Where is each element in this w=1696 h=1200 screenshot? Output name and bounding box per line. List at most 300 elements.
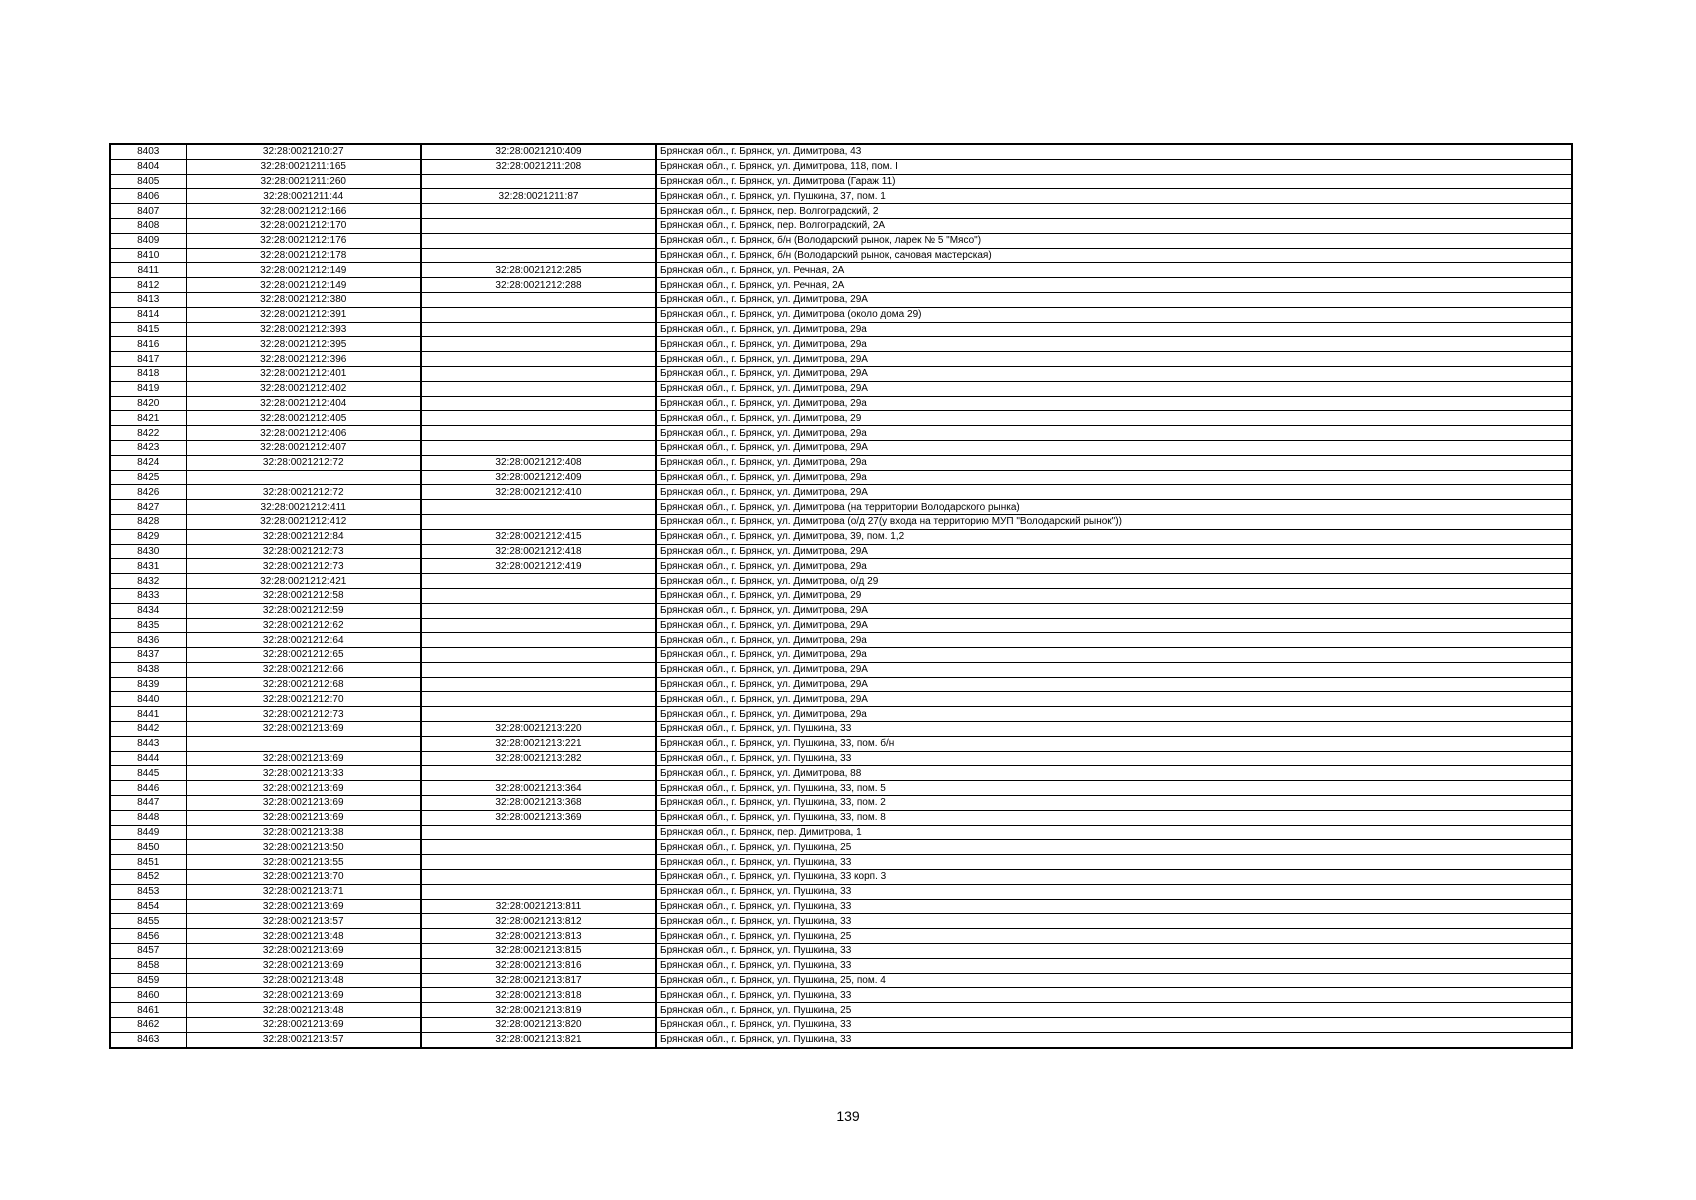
row-number-cell: 8446 (110, 781, 186, 796)
row-number-cell: 8420 (110, 396, 186, 411)
land-cadastral-number-cell: 32:28:0021212:64 (186, 633, 421, 648)
building-cadastral-number-cell: 32:28:0021213:221 (421, 736, 656, 751)
table-row (110, 396, 1572, 411)
land-cadastral-number-cell: 32:28:0021212:149 (186, 263, 421, 278)
land-cadastral-number-cell: 32:28:0021212:73 (186, 707, 421, 722)
table-row (110, 662, 1572, 677)
building-cadastral-number-cell: 32:28:0021213:819 (421, 1003, 656, 1018)
building-cadastral-number-cell: 32:28:0021211:208 (421, 159, 656, 174)
table-row (110, 736, 1572, 751)
row-number-cell: 8443 (110, 736, 186, 751)
building-cadastral-number-cell (421, 574, 656, 589)
table-row (110, 248, 1572, 263)
building-cadastral-number-cell: 32:28:0021213:816 (421, 958, 656, 973)
row-number-cell: 8427 (110, 500, 186, 515)
address-cell: Брянская обл., г. Брянск, ул. Димитрова, 29а (656, 455, 1572, 470)
table-row (110, 352, 1572, 367)
row-number-cell: 8432 (110, 574, 186, 589)
row-number-cell: 8459 (110, 973, 186, 988)
table-row (110, 337, 1572, 352)
land-cadastral-number-cell: 32:28:0021212:59 (186, 603, 421, 618)
address-cell: Брянская обл., г. Брянск, ул. Пушкина, 33 (656, 1018, 1572, 1033)
row-number-cell: 8449 (110, 825, 186, 840)
address-cell: Брянская обл., г. Брянск, ул. Пушкина, 37, пом. 1 (656, 189, 1572, 204)
table-row (110, 204, 1572, 219)
address-cell: Брянская обл., г. Брянск, ул. Димитрова, 29А (656, 352, 1572, 367)
table-row (110, 692, 1572, 707)
land-cadastral-number-cell: 32:28:0021212:421 (186, 574, 421, 589)
land-cadastral-number-cell: 32:28:0021212:58 (186, 588, 421, 603)
table-row (110, 426, 1572, 441)
land-cadastral-number-cell: 32:28:0021211:44 (186, 189, 421, 204)
land-cadastral-number-cell: 32:28:0021212:411 (186, 500, 421, 515)
table-row (110, 307, 1572, 322)
address-cell: Брянская обл., г. Брянск, ул. Димитрова, 29А (656, 366, 1572, 381)
building-cadastral-number-cell (421, 514, 656, 529)
land-cadastral-number-cell: 32:28:0021212:406 (186, 426, 421, 441)
table-row (110, 840, 1572, 855)
address-cell: Брянская обл., г. Брянск, ул. Димитрова, 88 (656, 766, 1572, 781)
table-row (110, 899, 1572, 914)
row-number-cell: 8434 (110, 603, 186, 618)
table-row (110, 292, 1572, 307)
table-row (110, 677, 1572, 692)
building-cadastral-number-cell (421, 870, 656, 885)
table-row (110, 174, 1572, 189)
address-cell: Брянская обл., г. Брянск, ул. Димитрова, 39, пом. 1,2 (656, 529, 1572, 544)
table-row (110, 1018, 1572, 1033)
building-cadastral-number-cell (421, 500, 656, 515)
table-row (110, 796, 1572, 811)
address-cell: Брянская обл., г. Брянск, ул. Пушкина, 25 (656, 929, 1572, 944)
land-cadastral-number-cell: 32:28:0021212:84 (186, 529, 421, 544)
address-cell: Брянская обл., г. Брянск, ул. Димитрова, 29А (656, 692, 1572, 707)
table-row (110, 514, 1572, 529)
row-number-cell: 8454 (110, 899, 186, 914)
table-row (110, 603, 1572, 618)
row-number-cell: 8435 (110, 618, 186, 633)
land-cadastral-number-cell: 32:28:0021213:50 (186, 840, 421, 855)
address-cell: Брянская обл., г. Брянск, ул. Димитрова, 29А (656, 544, 1572, 559)
row-number-cell: 8414 (110, 307, 186, 322)
row-number-cell: 8444 (110, 751, 186, 766)
building-cadastral-number-cell (421, 440, 656, 455)
land-cadastral-number-cell: 32:28:0021212:407 (186, 440, 421, 455)
building-cadastral-number-cell: 32:28:0021212:409 (421, 470, 656, 485)
building-cadastral-number-cell (421, 588, 656, 603)
building-cadastral-number-cell (421, 766, 656, 781)
building-cadastral-number-cell (421, 204, 656, 219)
table-row (110, 500, 1572, 515)
table-row (110, 766, 1572, 781)
building-cadastral-number-cell: 32:28:0021212:288 (421, 278, 656, 293)
address-cell: Брянская обл., г. Брянск, ул. Речная, 2А (656, 278, 1572, 293)
building-cadastral-number-cell (421, 426, 656, 441)
row-number-cell: 8448 (110, 810, 186, 825)
address-cell: Брянская обл., г. Брянск, ул. Пушкина, 33, пом. 5 (656, 781, 1572, 796)
row-number-cell: 8450 (110, 840, 186, 855)
address-cell: Брянская обл., г. Брянск, ул. Димитрова, 29а (656, 396, 1572, 411)
row-number-cell: 8462 (110, 1018, 186, 1033)
land-cadastral-number-cell: 32:28:0021213:69 (186, 899, 421, 914)
row-number-cell: 8424 (110, 455, 186, 470)
building-cadastral-number-cell: 32:28:0021213:818 (421, 988, 656, 1003)
table-row (110, 944, 1572, 959)
address-cell: Брянская обл., г. Брянск, ул. Пушкина, 33 (656, 722, 1572, 737)
land-cadastral-number-cell: 32:28:0021213:55 (186, 855, 421, 870)
building-cadastral-number-cell: 32:28:0021212:408 (421, 455, 656, 470)
address-cell: Брянская обл., г. Брянск, б/н (Володарский рынок, ларек № 5 "Мясо") (656, 233, 1572, 248)
address-cell: Брянская обл., г. Брянск, ул. Пушкина, 33 (656, 899, 1572, 914)
table-row (110, 855, 1572, 870)
page-number: 139 (836, 1108, 860, 1124)
land-cadastral-number-cell: 32:28:0021213:33 (186, 766, 421, 781)
address-cell: Брянская обл., г. Брянск, ул. Димитрова (на территории Володарского рынка) (656, 500, 1572, 515)
address-cell: Брянская обл., г. Брянск, ул. Димитрова (около дома 29) (656, 307, 1572, 322)
table-row (110, 322, 1572, 337)
land-cadastral-number-cell: 32:28:0021213:48 (186, 973, 421, 988)
address-cell: Брянская обл., г. Брянск, ул. Димитрова (Гараж 11) (656, 174, 1572, 189)
land-cadastral-number-cell: 32:28:0021210:27 (186, 144, 421, 159)
address-cell: Брянская обл., г. Брянск, ул. Пушкина, 33 (656, 751, 1572, 766)
row-number-cell: 8441 (110, 707, 186, 722)
land-cadastral-number-cell (186, 470, 421, 485)
building-cadastral-number-cell (421, 218, 656, 233)
row-number-cell: 8406 (110, 189, 186, 204)
row-number-cell: 8439 (110, 677, 186, 692)
building-cadastral-number-cell: 32:28:0021213:812 (421, 914, 656, 929)
address-cell: Брянская обл., г. Брянск, ул. Пушкина, 33 (656, 988, 1572, 1003)
land-cadastral-number-cell: 32:28:0021212:401 (186, 366, 421, 381)
address-cell: Брянская обл., г. Брянск, ул. Димитрова, 29а (656, 707, 1572, 722)
land-cadastral-number-cell: 32:28:0021212:170 (186, 218, 421, 233)
row-number-cell: 8463 (110, 1032, 186, 1047)
address-cell: Брянская обл., г. Брянск, ул. Димитрова, 29а (656, 633, 1572, 648)
address-cell: Брянская обл., г. Брянск, ул. Пушкина, 33 (656, 1032, 1572, 1047)
building-cadastral-number-cell (421, 411, 656, 426)
address-cell: Брянская обл., г. Брянск, б/н (Володарский рынок, сачовая мастерская) (656, 248, 1572, 263)
building-cadastral-number-cell: 32:28:0021213:369 (421, 810, 656, 825)
table-row (110, 988, 1572, 1003)
row-number-cell: 8412 (110, 278, 186, 293)
building-cadastral-number-cell (421, 248, 656, 263)
address-cell: Брянская обл., г. Брянск, ул. Пушкина, 25, пом. 4 (656, 973, 1572, 988)
table-row (110, 159, 1572, 174)
land-cadastral-number-cell (186, 736, 421, 751)
table-row (110, 1032, 1572, 1047)
land-cadastral-number-cell: 32:28:0021212:393 (186, 322, 421, 337)
table-row (110, 233, 1572, 248)
building-cadastral-number-cell (421, 662, 656, 677)
address-cell: Брянская обл., г. Брянск, пер. Волгоградский, 2А (656, 218, 1572, 233)
land-cadastral-number-cell: 32:28:0021213:69 (186, 751, 421, 766)
table-body (110, 144, 1572, 1048)
row-number-cell: 8429 (110, 529, 186, 544)
building-cadastral-number-cell: 32:28:0021213:815 (421, 944, 656, 959)
building-cadastral-number-cell (421, 677, 656, 692)
table-row (110, 914, 1572, 929)
building-cadastral-number-cell (421, 648, 656, 663)
table-row (110, 810, 1572, 825)
row-number-cell: 8458 (110, 958, 186, 973)
table-row (110, 781, 1572, 796)
building-cadastral-number-cell: 32:28:0021213:820 (421, 1018, 656, 1033)
land-cadastral-number-cell: 32:28:0021213:48 (186, 1003, 421, 1018)
address-cell: Брянская обл., г. Брянск, ул. Пушкина, 33 (656, 855, 1572, 870)
table-row (110, 929, 1572, 944)
row-number-cell: 8425 (110, 470, 186, 485)
address-cell: Брянская обл., г. Брянск, ул. Димитрова, 29а (656, 648, 1572, 663)
row-number-cell: 8423 (110, 440, 186, 455)
row-number-cell: 8436 (110, 633, 186, 648)
building-cadastral-number-cell: 32:28:0021210:409 (421, 144, 656, 159)
table-row (110, 1003, 1572, 1018)
row-number-cell: 8460 (110, 988, 186, 1003)
address-cell: Брянская обл., г. Брянск, ул. Димитрова, 29 (656, 588, 1572, 603)
row-number-cell: 8461 (110, 1003, 186, 1018)
land-cadastral-number-cell: 32:28:0021212:402 (186, 381, 421, 396)
land-cadastral-number-cell: 32:28:0021213:71 (186, 884, 421, 899)
building-cadastral-number-cell (421, 855, 656, 870)
table-row (110, 144, 1572, 159)
address-cell: Брянская обл., г. Брянск, ул. Димитрова (о/д 27(у входа на территорию МУП "Володарский рынок")) (656, 514, 1572, 529)
address-cell: Брянская обл., г. Брянск, ул. Пушкина, 33, пом. 8 (656, 810, 1572, 825)
building-cadastral-number-cell: 32:28:0021213:817 (421, 973, 656, 988)
land-cadastral-number-cell: 32:28:0021212:178 (186, 248, 421, 263)
row-number-cell: 8404 (110, 159, 186, 174)
building-cadastral-number-cell: 32:28:0021213:811 (421, 899, 656, 914)
land-cadastral-number-cell: 32:28:0021213:48 (186, 929, 421, 944)
row-number-cell: 8457 (110, 944, 186, 959)
building-cadastral-number-cell (421, 292, 656, 307)
building-cadastral-number-cell (421, 603, 656, 618)
land-cadastral-number-cell: 32:28:0021213:57 (186, 1032, 421, 1047)
table-row (110, 825, 1572, 840)
table-row (110, 218, 1572, 233)
table-row (110, 618, 1572, 633)
row-number-cell: 8405 (110, 174, 186, 189)
table-row (110, 559, 1572, 574)
address-cell: Брянская обл., г. Брянск, ул. Димитрова, 29А (656, 618, 1572, 633)
row-number-cell: 8428 (110, 514, 186, 529)
building-cadastral-number-cell (421, 618, 656, 633)
address-cell: Брянская обл., г. Брянск, ул. Димитрова, 29А (656, 440, 1572, 455)
table-row (110, 189, 1572, 204)
land-cadastral-number-cell: 32:28:0021213:69 (186, 810, 421, 825)
building-cadastral-number-cell (421, 233, 656, 248)
building-cadastral-number-cell (421, 337, 656, 352)
address-cell: Брянская обл., г. Брянск, ул. Димитрова, 29а (656, 337, 1572, 352)
table-row (110, 958, 1572, 973)
table-row (110, 529, 1572, 544)
building-cadastral-number-cell: 32:28:0021211:87 (421, 189, 656, 204)
row-number-cell: 8453 (110, 884, 186, 899)
land-cadastral-number-cell: 32:28:0021212:73 (186, 559, 421, 574)
table-row (110, 648, 1572, 663)
row-number-cell: 8447 (110, 796, 186, 811)
building-cadastral-number-cell (421, 381, 656, 396)
row-number-cell: 8415 (110, 322, 186, 337)
table-row (110, 544, 1572, 559)
building-cadastral-number-cell (421, 707, 656, 722)
building-cadastral-number-cell: 32:28:0021213:364 (421, 781, 656, 796)
building-cadastral-number-cell: 32:28:0021213:220 (421, 722, 656, 737)
building-cadastral-number-cell (421, 396, 656, 411)
row-number-cell: 8419 (110, 381, 186, 396)
building-cadastral-number-cell: 32:28:0021212:419 (421, 559, 656, 574)
address-cell: Брянская обл., г. Брянск, ул. Димитрова, 29а (656, 426, 1572, 441)
row-number-cell: 8433 (110, 588, 186, 603)
building-cadastral-number-cell: 32:28:0021212:410 (421, 485, 656, 500)
row-number-cell: 8437 (110, 648, 186, 663)
building-cadastral-number-cell (421, 352, 656, 367)
table-row (110, 870, 1572, 885)
row-number-cell: 8411 (110, 263, 186, 278)
row-number-cell: 8426 (110, 485, 186, 500)
land-cadastral-number-cell: 32:28:0021212:73 (186, 544, 421, 559)
building-cadastral-number-cell: 32:28:0021212:418 (421, 544, 656, 559)
row-number-cell: 8413 (110, 292, 186, 307)
table-row (110, 722, 1572, 737)
land-cadastral-number-cell: 32:28:0021212:65 (186, 648, 421, 663)
address-cell: Брянская обл., г. Брянск, ул. Димитрова, 29А (656, 381, 1572, 396)
table-row (110, 633, 1572, 648)
address-cell: Брянская обл., г. Брянск, ул. Димитрова, 29а (656, 322, 1572, 337)
land-cadastral-number-cell: 32:28:0021213:69 (186, 1018, 421, 1033)
building-cadastral-number-cell (421, 692, 656, 707)
table-row (110, 751, 1572, 766)
row-number-cell: 8451 (110, 855, 186, 870)
land-cadastral-number-cell: 32:28:0021212:396 (186, 352, 421, 367)
table-row (110, 574, 1572, 589)
row-number-cell: 8421 (110, 411, 186, 426)
table-row (110, 973, 1572, 988)
address-cell: Брянская обл., г. Брянск, ул. Пушкина, 25 (656, 1003, 1572, 1018)
address-cell: Брянская обл., г. Брянск, пер. Волгоградский, 2 (656, 204, 1572, 219)
row-number-cell: 8456 (110, 929, 186, 944)
land-cadastral-number-cell: 32:28:0021211:260 (186, 174, 421, 189)
address-cell: Брянская обл., г. Брянск, ул. Димитрова, 43 (656, 144, 1572, 159)
land-cadastral-number-cell: 32:28:0021212:62 (186, 618, 421, 633)
table-row (110, 470, 1572, 485)
building-cadastral-number-cell: 32:28:0021213:282 (421, 751, 656, 766)
row-number-cell: 8408 (110, 218, 186, 233)
land-cadastral-number-cell: 32:28:0021211:165 (186, 159, 421, 174)
table-row (110, 411, 1572, 426)
address-cell: Брянская обл., г. Брянск, пер. Димитрова, 1 (656, 825, 1572, 840)
address-cell: Брянская обл., г. Брянск, ул. Димитрова, 29А (656, 662, 1572, 677)
building-cadastral-number-cell: 32:28:0021213:821 (421, 1032, 656, 1047)
address-cell: Брянская обл., г. Брянск, ул. Димитрова, о/д 29 (656, 574, 1572, 589)
building-cadastral-number-cell (421, 307, 656, 322)
land-cadastral-number-cell: 32:28:0021213:38 (186, 825, 421, 840)
land-cadastral-number-cell: 32:28:0021213:69 (186, 796, 421, 811)
land-cadastral-number-cell: 32:28:0021212:70 (186, 692, 421, 707)
land-cadastral-number-cell: 32:28:0021212:166 (186, 204, 421, 219)
address-cell: Брянская обл., г. Брянск, ул. Пушкина, 33 (656, 884, 1572, 899)
row-number-cell: 8445 (110, 766, 186, 781)
land-cadastral-number-cell: 32:28:0021212:176 (186, 233, 421, 248)
row-number-cell: 8417 (110, 352, 186, 367)
address-cell: Брянская обл., г. Брянск, ул. Димитрова, 29А (656, 485, 1572, 500)
row-number-cell: 8438 (110, 662, 186, 677)
land-cadastral-number-cell: 32:28:0021213:69 (186, 958, 421, 973)
land-cadastral-number-cell: 32:28:0021212:405 (186, 411, 421, 426)
land-cadastral-number-cell: 32:28:0021212:72 (186, 485, 421, 500)
land-cadastral-number-cell: 32:28:0021212:68 (186, 677, 421, 692)
address-cell: Брянская обл., г. Брянск, ул. Димитрова, 29А (656, 603, 1572, 618)
table-row (110, 366, 1572, 381)
building-cadastral-number-cell (421, 633, 656, 648)
row-number-cell: 8403 (110, 144, 186, 159)
land-cadastral-number-cell: 32:28:0021213:69 (186, 722, 421, 737)
building-cadastral-number-cell (421, 840, 656, 855)
row-number-cell: 8418 (110, 366, 186, 381)
land-cadastral-number-cell: 32:28:0021212:395 (186, 337, 421, 352)
row-number-cell: 8422 (110, 426, 186, 441)
land-cadastral-number-cell: 32:28:0021212:149 (186, 278, 421, 293)
land-cadastral-number-cell: 32:28:0021212:72 (186, 455, 421, 470)
row-number-cell: 8452 (110, 870, 186, 885)
building-cadastral-number-cell: 32:28:0021212:285 (421, 263, 656, 278)
table-row (110, 263, 1572, 278)
land-cadastral-number-cell: 32:28:0021212:404 (186, 396, 421, 411)
building-cadastral-number-cell (421, 174, 656, 189)
building-cadastral-number-cell (421, 322, 656, 337)
building-cadastral-number-cell (421, 884, 656, 899)
address-cell: Брянская обл., г. Брянск, ул. Пушкина, 33 корп. 3 (656, 870, 1572, 885)
row-number-cell: 8455 (110, 914, 186, 929)
address-cell: Брянская обл., г. Брянск, ул. Пушкина, 33 (656, 958, 1572, 973)
address-cell: Брянская обл., г. Брянск, ул. Пушкина, 33, пом. б/н (656, 736, 1572, 751)
land-cadastral-number-cell: 32:28:0021213:69 (186, 988, 421, 1003)
row-number-cell: 8440 (110, 692, 186, 707)
land-cadastral-number-cell: 32:28:0021213:69 (186, 944, 421, 959)
address-cell: Брянская обл., г. Брянск, ул. Пушкина, 33 (656, 914, 1572, 929)
address-cell: Брянская обл., г. Брянск, ул. Димитрова, 29а (656, 559, 1572, 574)
building-cadastral-number-cell: 32:28:0021213:368 (421, 796, 656, 811)
land-cadastral-number-cell: 32:28:0021212:391 (186, 307, 421, 322)
property-table (109, 143, 1573, 1049)
address-cell: Брянская обл., г. Брянск, ул. Пушкина, 25 (656, 840, 1572, 855)
address-cell: Брянская обл., г. Брянск, ул. Пушкина, 33 (656, 944, 1572, 959)
land-cadastral-number-cell: 32:28:0021213:70 (186, 870, 421, 885)
address-cell: Брянская обл., г. Брянск, ул. Димитрова, 29А (656, 677, 1572, 692)
table-row (110, 381, 1572, 396)
address-cell: Брянская обл., г. Брянск, ул. Димитрова, 118, пом. I (656, 159, 1572, 174)
address-cell: Брянская обл., г. Брянск, ул. Пушкина, 33, пом. 2 (656, 796, 1572, 811)
building-cadastral-number-cell: 32:28:0021213:813 (421, 929, 656, 944)
row-number-cell: 8442 (110, 722, 186, 737)
row-number-cell: 8407 (110, 204, 186, 219)
land-cadastral-number-cell: 32:28:0021213:57 (186, 914, 421, 929)
row-number-cell: 8410 (110, 248, 186, 263)
table-row (110, 884, 1572, 899)
address-cell: Брянская обл., г. Брянск, ул. Речная, 2А (656, 263, 1572, 278)
table-row (110, 278, 1572, 293)
land-cadastral-number-cell: 32:28:0021212:380 (186, 292, 421, 307)
address-cell: Брянская обл., г. Брянск, ул. Димитрова, 29 (656, 411, 1572, 426)
row-number-cell: 8430 (110, 544, 186, 559)
table-row (110, 588, 1572, 603)
building-cadastral-number-cell: 32:28:0021212:415 (421, 529, 656, 544)
row-number-cell: 8409 (110, 233, 186, 248)
table-row (110, 440, 1572, 455)
row-number-cell: 8431 (110, 559, 186, 574)
table-row (110, 455, 1572, 470)
address-cell: Брянская обл., г. Брянск, ул. Димитрова, 29а (656, 470, 1572, 485)
land-cadastral-number-cell: 32:28:0021212:412 (186, 514, 421, 529)
